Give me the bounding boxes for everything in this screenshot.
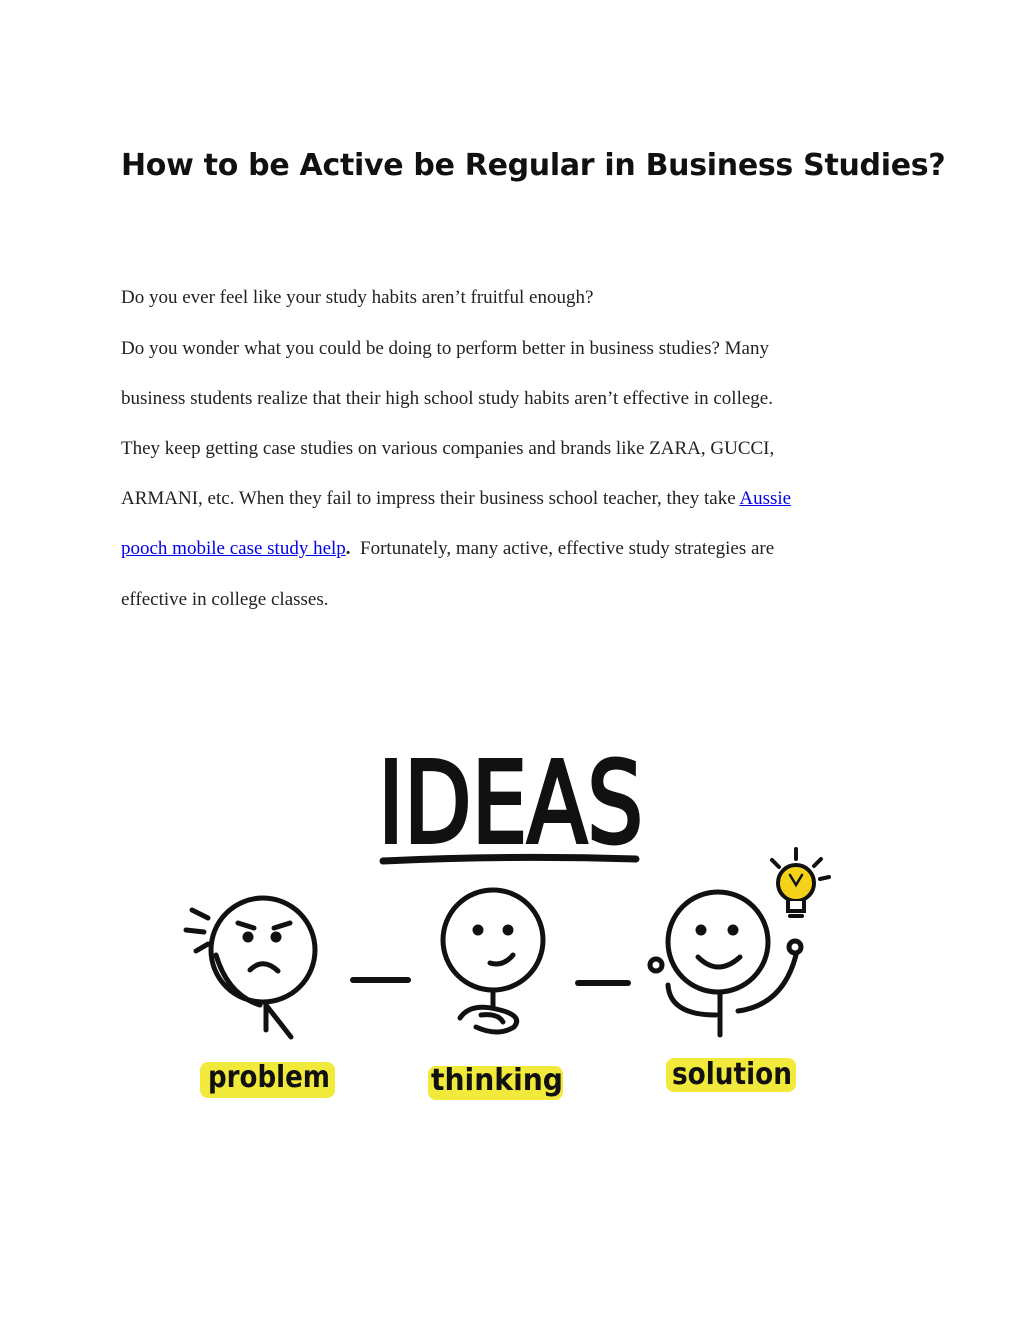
ideas-heading: IDEAS — [378, 739, 643, 869]
paragraph-line: Do you wonder what you could be doing to perform better in business studies? Many — [121, 338, 769, 359]
label-solution: solution — [672, 1057, 792, 1092]
period: . — [345, 538, 351, 559]
heading-underline — [383, 857, 636, 861]
paragraph-intro: Do you ever feel like your study habits aren’t fruitful enough? — [121, 287, 594, 308]
ideas-illustration — [178, 725, 868, 1125]
page-title: How to be Active be Regular in Business Studies? — [121, 148, 946, 183]
solution-face-icon — [650, 892, 801, 1035]
thinking-face-icon — [443, 890, 543, 1032]
lightbulb-icon — [772, 849, 829, 916]
aussie-link[interactable]: Aussie — [739, 488, 792, 509]
problem-face-icon — [186, 898, 315, 1037]
paragraph-text: ARMANI, etc. When they fail to impress their business school teacher, they take — [121, 488, 740, 509]
label-problem: problem — [208, 1060, 330, 1095]
paragraph-line: effective in college classes. — [121, 589, 329, 610]
label-thinking: thinking — [431, 1063, 563, 1098]
paragraph-line-with-link — [121, 488, 791, 510]
ideas-drawing — [178, 725, 868, 1125]
paragraph-line-with-link — [121, 538, 774, 560]
case-study-help-link[interactable]: pooch mobile case study help — [121, 538, 346, 559]
paragraph-text: Fortunately, many active, effective study strategies are — [350, 538, 775, 559]
paragraph-line: They keep getting case studies on various companies and brands like ZARA, GUCCI, — [121, 438, 775, 459]
paragraph-line: business students realize that their high school study habits aren’t effective in college. — [121, 388, 773, 409]
